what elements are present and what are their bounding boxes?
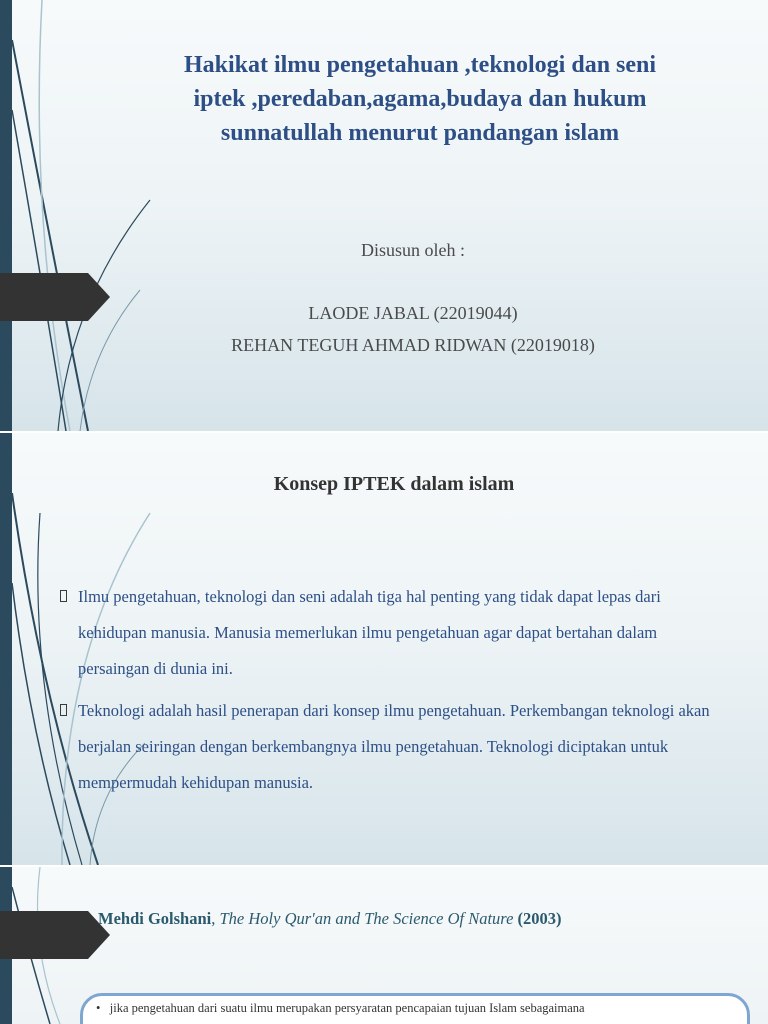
author-1: LAODE JABAL (22019044) xyxy=(308,303,518,323)
slide-reference xyxy=(0,867,768,1024)
citation-separator: , xyxy=(211,909,220,928)
citation-author: Mehdi Golshani xyxy=(98,909,212,928)
list-item xyxy=(60,693,720,801)
slide-title xyxy=(0,0,768,431)
slide2-heading: Konsep IPTEK dalam islam xyxy=(273,473,515,495)
slide1-title-line: sunnatullah menurut pandangan islam xyxy=(220,120,620,146)
slide-tab-shape xyxy=(0,911,110,959)
list-item xyxy=(60,579,720,687)
slide-sidebar-bar xyxy=(0,0,12,431)
citation-year: (2003) xyxy=(517,909,562,928)
citation-book-title: The Holy Qur'an and The Science Of Nature xyxy=(219,909,514,928)
bullet-text: Ilmu pengetahuan, teknologi dan seni adalah tiga hal penting yang tidak dapat lepas dari kehidupan manusia. Manusia memerlukan ilmu pengetahuan agar dapat bertahan dalam persaingan di dunia ini. xyxy=(78,587,661,678)
reference-citation xyxy=(98,909,562,929)
bullet-box-icon xyxy=(60,704,67,716)
bullet-dot-icon: • xyxy=(96,1001,110,1015)
slide-sidebar-bar xyxy=(0,433,12,865)
concept-bullet-list xyxy=(60,579,720,807)
slide-concept xyxy=(0,433,768,865)
bullet-text: Teknologi adalah hasil penerapan dari konsep ilmu pengetahuan. Perkembangan teknologi akan berjalan seiringan dengan berkembangnya ilmu pengetahuan. Teknologi diciptakan untuk mempermudah kehidupan manusia. xyxy=(78,701,710,792)
quote-bullet xyxy=(96,1001,768,1016)
prepared-by-label: Disusun oleh : xyxy=(360,240,465,260)
slide1-title xyxy=(120,48,720,150)
slide1-title-line: Hakikat ilmu pengetahuan ,teknologi dan seni xyxy=(183,52,657,78)
author-2: REHAN TEGUH AHMAD RIDWAN (22019018) xyxy=(231,335,595,355)
quote-text: jika pengetahuan dari suatu ilmu merupakan persyaratan pencapaian tujuan Islam sebagaimana xyxy=(109,1001,585,1015)
slide1-title-line: iptek ,peredaban,agama,budaya dan hukum xyxy=(193,86,647,112)
bullet-box-icon xyxy=(60,590,67,602)
slide-tab-shape xyxy=(0,273,110,321)
